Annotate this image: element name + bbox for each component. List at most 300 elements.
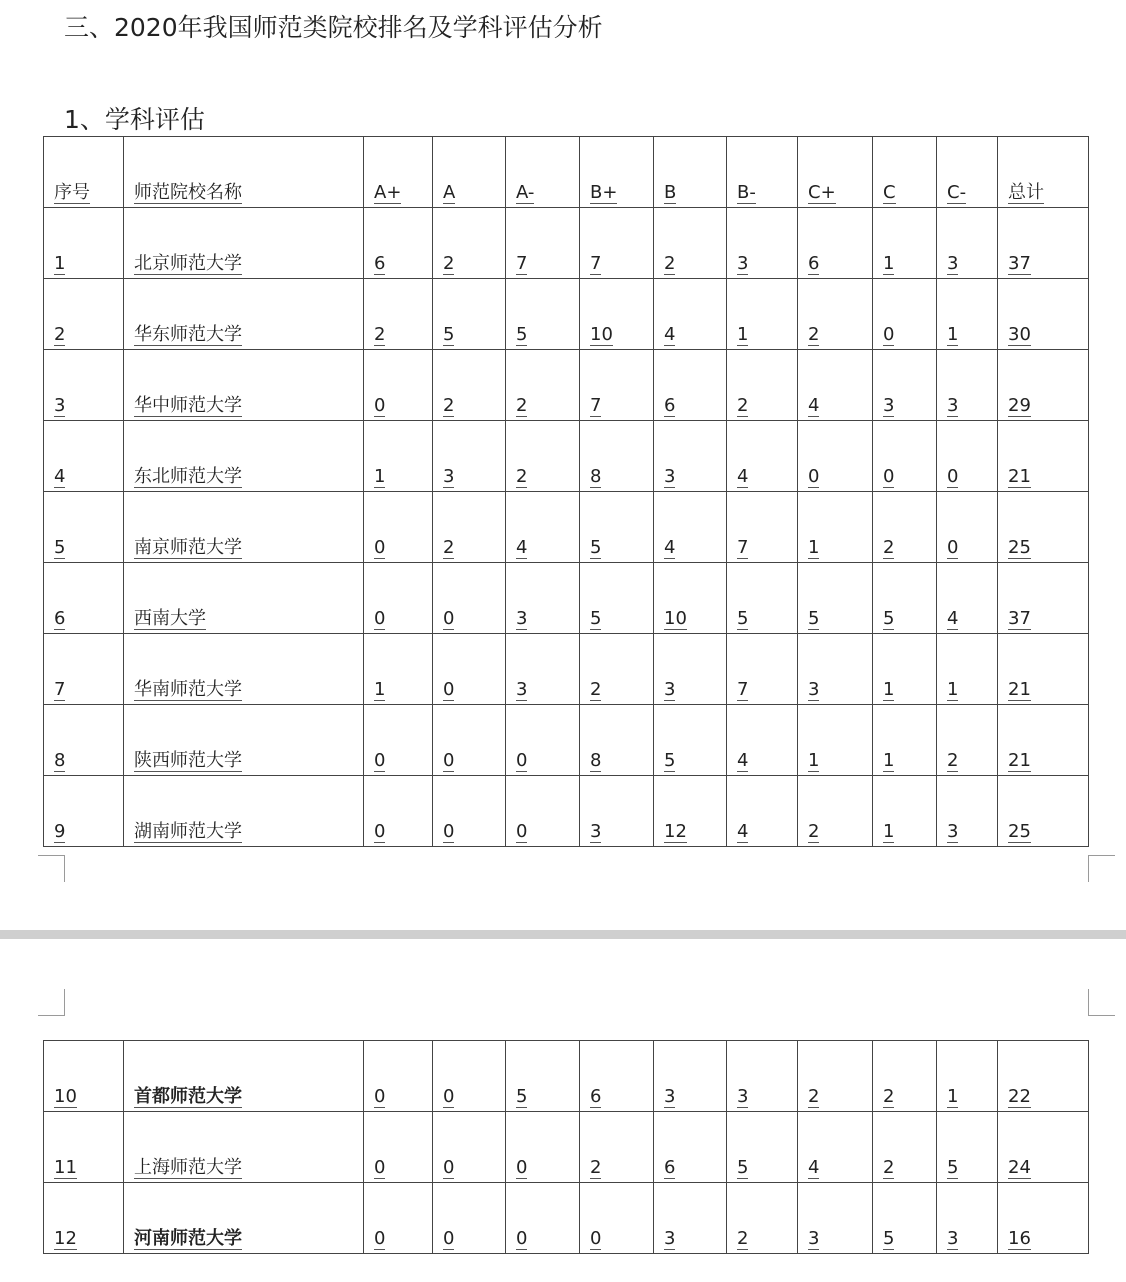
table-cell <box>580 1183 654 1254</box>
table-cell <box>433 1183 506 1254</box>
cell-text: 5 <box>737 608 749 629</box>
table-cell <box>873 1183 937 1254</box>
table-cell <box>433 421 506 492</box>
table-cell <box>873 1041 937 1112</box>
cell-text: 21 <box>1008 750 1031 771</box>
cell-text: 2 <box>590 1157 602 1178</box>
table-cell <box>506 705 580 776</box>
table-cell <box>873 279 937 350</box>
cell-text: 6 <box>808 253 820 274</box>
cell-text: 0 <box>516 1228 528 1249</box>
header-cell <box>998 137 1089 208</box>
cell-text: 8 <box>590 750 602 771</box>
table-cell <box>580 634 654 705</box>
cell-text: B- <box>737 182 756 203</box>
school-name-cell <box>124 208 364 279</box>
table-cell <box>580 705 654 776</box>
cell-text: 华东师范大学 <box>134 324 242 345</box>
table-cell <box>937 705 998 776</box>
cell-text: 0 <box>374 821 386 842</box>
cell-text: 5 <box>808 608 820 629</box>
table-cell <box>727 776 798 847</box>
table-cell <box>798 1041 873 1112</box>
cell-text: 2 <box>737 1228 749 1249</box>
table-cell <box>506 776 580 847</box>
cell-text: 10 <box>590 324 613 345</box>
table-row <box>44 776 1089 847</box>
evaluation-table-page-2 <box>43 1040 1089 1254</box>
cell-text: 0 <box>374 1157 386 1178</box>
table-cell <box>998 563 1089 634</box>
page-corner-mark <box>38 855 65 882</box>
cell-text: 6 <box>590 1086 602 1107</box>
cell-text: 0 <box>374 608 386 629</box>
cell-text: 1 <box>883 253 895 274</box>
table-cell <box>364 208 433 279</box>
table-row <box>44 634 1089 705</box>
table-cell <box>998 421 1089 492</box>
table-cell <box>998 634 1089 705</box>
cell-text: 2 <box>808 324 820 345</box>
header-cell <box>506 137 580 208</box>
school-name-cell <box>124 634 364 705</box>
cell-text: 5 <box>443 324 455 345</box>
cell-text: 7 <box>737 679 749 700</box>
cell-text: 2 <box>808 1086 820 1107</box>
table-cell <box>506 563 580 634</box>
cell-text: 3 <box>443 466 455 487</box>
table-cell <box>364 421 433 492</box>
cell-text: 1 <box>54 253 66 274</box>
table-cell <box>654 492 727 563</box>
table-cell <box>654 705 727 776</box>
table-cell <box>364 705 433 776</box>
cell-text: 6 <box>664 1157 676 1178</box>
table-cell <box>727 421 798 492</box>
cell-text: 2 <box>374 324 386 345</box>
cell-text: 22 <box>1008 1086 1031 1107</box>
table-cell <box>44 350 124 421</box>
cell-text: 0 <box>883 324 895 345</box>
cell-text: 1 <box>947 324 959 345</box>
cell-text: C+ <box>808 182 836 203</box>
table-cell <box>44 1183 124 1254</box>
table-cell <box>873 776 937 847</box>
cell-text: 0 <box>374 395 386 416</box>
cell-text: 3 <box>883 395 895 416</box>
table-cell <box>937 421 998 492</box>
table-cell <box>580 350 654 421</box>
cell-text: 0 <box>374 1228 386 1249</box>
table-cell <box>798 1183 873 1254</box>
cell-text: 21 <box>1008 466 1031 487</box>
cell-text: 3 <box>54 395 66 416</box>
table-cell <box>506 634 580 705</box>
school-name-cell <box>124 350 364 421</box>
table-cell <box>998 208 1089 279</box>
cell-text: 1 <box>883 679 895 700</box>
cell-text: 2 <box>516 466 528 487</box>
table-header-row <box>44 137 1089 208</box>
cell-text: 3 <box>947 821 959 842</box>
cell-text: 4 <box>808 395 820 416</box>
cell-text: 37 <box>1008 253 1031 274</box>
header-cell <box>124 137 364 208</box>
header-cell <box>727 137 798 208</box>
table-cell <box>44 421 124 492</box>
table-cell <box>998 1041 1089 1112</box>
table-cell <box>937 279 998 350</box>
table-cell <box>654 776 727 847</box>
evaluation-table-page-1 <box>43 136 1089 847</box>
table-cell <box>798 492 873 563</box>
table-cell <box>433 776 506 847</box>
table-cell <box>873 492 937 563</box>
table-cell <box>998 279 1089 350</box>
page-corner-mark <box>1088 989 1115 1016</box>
cell-text: 3 <box>947 395 959 416</box>
cell-text: 0 <box>947 537 959 558</box>
table-cell <box>937 776 998 847</box>
table-cell <box>580 776 654 847</box>
table-cell <box>506 1041 580 1112</box>
table-cell <box>727 705 798 776</box>
cell-text: 首都师范大学 <box>134 1086 242 1107</box>
school-name-cell <box>124 563 364 634</box>
table-cell <box>44 492 124 563</box>
cell-text: 5 <box>54 537 66 558</box>
table-row <box>44 563 1089 634</box>
cell-text: 1 <box>947 1086 959 1107</box>
cell-text: 1 <box>883 750 895 771</box>
cell-text: 0 <box>516 1157 528 1178</box>
school-name-cell <box>124 421 364 492</box>
cell-text: 4 <box>947 608 959 629</box>
header-cell <box>44 137 124 208</box>
cell-text: 3 <box>664 1228 676 1249</box>
cell-text: 0 <box>443 821 455 842</box>
table-cell <box>580 208 654 279</box>
school-name-cell <box>124 1183 364 1254</box>
cell-text: 华南师范大学 <box>134 679 242 700</box>
cell-text: 10 <box>664 608 687 629</box>
table-cell <box>998 492 1089 563</box>
header-cell <box>364 137 433 208</box>
cell-text: 2 <box>737 395 749 416</box>
table-cell <box>506 208 580 279</box>
header-cell <box>798 137 873 208</box>
cell-text: 16 <box>1008 1228 1031 1249</box>
table-row <box>44 492 1089 563</box>
cell-text: 7 <box>54 679 66 700</box>
table-cell <box>654 279 727 350</box>
table-cell <box>654 563 727 634</box>
table-cell <box>798 776 873 847</box>
cell-text: 3 <box>947 253 959 274</box>
cell-text: 6 <box>54 608 66 629</box>
section-heading: 1、学科评估 <box>64 105 205 134</box>
cell-text: 0 <box>947 466 959 487</box>
header-cell <box>937 137 998 208</box>
table-cell <box>727 1183 798 1254</box>
cell-text: 4 <box>808 1157 820 1178</box>
table-cell <box>580 563 654 634</box>
table-cell <box>937 1183 998 1254</box>
cell-text: 3 <box>664 1086 676 1107</box>
cell-text: 0 <box>443 750 455 771</box>
table-row <box>44 421 1089 492</box>
cell-text: 37 <box>1008 608 1031 629</box>
table-cell <box>364 1041 433 1112</box>
table-row <box>44 1112 1089 1183</box>
cell-text: 4 <box>664 537 676 558</box>
table-cell <box>580 421 654 492</box>
table-cell <box>798 563 873 634</box>
cell-text: 0 <box>443 1157 455 1178</box>
cell-text: 2 <box>947 750 959 771</box>
cell-text: 华中师范大学 <box>134 395 242 416</box>
cell-text: 2 <box>443 537 455 558</box>
cell-text: 0 <box>374 750 386 771</box>
table-cell <box>506 279 580 350</box>
cell-text: 0 <box>516 821 528 842</box>
table-cell <box>873 634 937 705</box>
cell-text: 0 <box>443 1228 455 1249</box>
table-cell <box>727 1112 798 1183</box>
cell-text: 序号 <box>54 182 90 203</box>
table-cell <box>506 350 580 421</box>
table-cell <box>798 1112 873 1183</box>
table-cell <box>364 279 433 350</box>
table-cell <box>873 350 937 421</box>
cell-text: 5 <box>590 608 602 629</box>
cell-text: 0 <box>516 750 528 771</box>
table-cell <box>873 208 937 279</box>
table-cell <box>364 350 433 421</box>
cell-text: 3 <box>808 679 820 700</box>
table-cell <box>727 350 798 421</box>
table-cell <box>44 705 124 776</box>
table-cell <box>506 421 580 492</box>
table-cell <box>580 1112 654 1183</box>
cell-text: 3 <box>737 1086 749 1107</box>
table-cell <box>433 208 506 279</box>
cell-text: 湖南师范大学 <box>134 821 242 842</box>
cell-text: 6 <box>374 253 386 274</box>
table-cell <box>654 634 727 705</box>
cell-text: A+ <box>374 182 402 203</box>
cell-text: 1 <box>808 537 820 558</box>
table-cell <box>44 563 124 634</box>
cell-text: 5 <box>590 537 602 558</box>
table-cell <box>506 492 580 563</box>
table-row <box>44 208 1089 279</box>
cell-text: 1 <box>883 821 895 842</box>
cell-text: 5 <box>737 1157 749 1178</box>
cell-text: 11 <box>54 1157 77 1178</box>
cell-text: 1 <box>374 679 386 700</box>
cell-text: 7 <box>590 253 602 274</box>
cell-text: 2 <box>883 537 895 558</box>
table-cell <box>44 208 124 279</box>
table-cell <box>998 350 1089 421</box>
cell-text: 0 <box>883 466 895 487</box>
table-row <box>44 350 1089 421</box>
cell-text: 3 <box>516 679 528 700</box>
cell-text: 2 <box>883 1086 895 1107</box>
table-cell <box>364 492 433 563</box>
cell-text: 3 <box>516 608 528 629</box>
cell-text: 4 <box>664 324 676 345</box>
table-cell <box>433 1112 506 1183</box>
cell-text: A- <box>516 182 535 203</box>
cell-text: 4 <box>737 750 749 771</box>
table-cell <box>727 634 798 705</box>
cell-text: 2 <box>516 395 528 416</box>
header-cell <box>580 137 654 208</box>
table-cell <box>433 350 506 421</box>
table-cell <box>364 1112 433 1183</box>
cell-text: 总计 <box>1008 182 1044 203</box>
page-heading: 三、2020年我国师范类院校排名及学科评估分析 <box>64 13 603 42</box>
table-cell <box>44 776 124 847</box>
table-cell <box>998 705 1089 776</box>
table-cell <box>654 1112 727 1183</box>
table-cell <box>937 634 998 705</box>
cell-text: 4 <box>737 466 749 487</box>
table-cell <box>506 1112 580 1183</box>
cell-text: 5 <box>664 750 676 771</box>
table-cell <box>433 492 506 563</box>
table-cell <box>727 279 798 350</box>
cell-text: 上海师范大学 <box>134 1157 242 1178</box>
table-cell <box>654 1183 727 1254</box>
cell-text: A <box>443 182 456 203</box>
cell-text: 5 <box>947 1157 959 1178</box>
table-cell <box>364 634 433 705</box>
table-cell <box>654 421 727 492</box>
table-cell <box>873 1112 937 1183</box>
cell-text: 河南师范大学 <box>134 1228 242 1249</box>
table-cell <box>44 634 124 705</box>
table-cell <box>873 421 937 492</box>
table-row <box>44 1183 1089 1254</box>
table-cell <box>937 1041 998 1112</box>
table-cell <box>506 1183 580 1254</box>
header-cell <box>433 137 506 208</box>
table-row <box>44 1041 1089 1112</box>
table-cell <box>727 208 798 279</box>
cell-text: 2 <box>443 253 455 274</box>
table-cell <box>433 563 506 634</box>
cell-text: 0 <box>443 1086 455 1107</box>
cell-text: 25 <box>1008 537 1031 558</box>
cell-text: 29 <box>1008 395 1031 416</box>
table-cell <box>654 1041 727 1112</box>
cell-text: 24 <box>1008 1157 1031 1178</box>
table-cell <box>44 1041 124 1112</box>
cell-text: C- <box>947 182 967 203</box>
cell-text: 3 <box>664 679 676 700</box>
table-cell <box>798 705 873 776</box>
table-cell <box>798 350 873 421</box>
table-cell <box>873 563 937 634</box>
cell-text: 北京师范大学 <box>134 253 242 274</box>
cell-text: 1 <box>808 750 820 771</box>
cell-text: 0 <box>374 537 386 558</box>
cell-text: 3 <box>590 821 602 842</box>
table-cell <box>798 421 873 492</box>
cell-text: 5 <box>516 324 528 345</box>
table-cell <box>937 492 998 563</box>
table-cell <box>364 1183 433 1254</box>
cell-text: 21 <box>1008 679 1031 700</box>
table-cell <box>364 776 433 847</box>
school-name-cell <box>124 1112 364 1183</box>
cell-text: 1 <box>374 466 386 487</box>
cell-text: 7 <box>516 253 528 274</box>
table-cell <box>580 1041 654 1112</box>
cell-text: 3 <box>737 253 749 274</box>
page-break <box>0 930 1126 939</box>
cell-text: 6 <box>664 395 676 416</box>
page-corner-mark <box>38 989 65 1016</box>
school-name-cell <box>124 1041 364 1112</box>
table-cell <box>798 208 873 279</box>
table-row <box>44 705 1089 776</box>
cell-text: 7 <box>590 395 602 416</box>
table-cell <box>580 279 654 350</box>
table-cell <box>580 492 654 563</box>
table-row <box>44 279 1089 350</box>
cell-text: 5 <box>883 1228 895 1249</box>
cell-text: 0 <box>590 1228 602 1249</box>
cell-text: B <box>664 182 677 203</box>
cell-text: 师范院校名称 <box>134 182 242 203</box>
table-cell <box>433 634 506 705</box>
table-cell <box>937 350 998 421</box>
table-cell <box>873 705 937 776</box>
cell-text: 10 <box>54 1086 77 1107</box>
cell-text: 7 <box>737 537 749 558</box>
table-cell <box>998 1112 1089 1183</box>
cell-text: 0 <box>374 1086 386 1107</box>
cell-text: 1 <box>737 324 749 345</box>
table-cell <box>937 208 998 279</box>
table-cell <box>937 1112 998 1183</box>
cell-text: 9 <box>54 821 66 842</box>
table-cell <box>364 563 433 634</box>
cell-text: 南京师范大学 <box>134 537 242 558</box>
header-cell <box>654 137 727 208</box>
cell-text: 4 <box>516 537 528 558</box>
cell-text: C <box>883 182 896 203</box>
cell-text: 12 <box>54 1228 77 1249</box>
cell-text: 25 <box>1008 821 1031 842</box>
cell-text: 3 <box>947 1228 959 1249</box>
cell-text: 4 <box>737 821 749 842</box>
cell-text: 4 <box>54 466 66 487</box>
table-cell <box>998 776 1089 847</box>
header-cell <box>873 137 937 208</box>
cell-text: 3 <box>664 466 676 487</box>
cell-text: 2 <box>883 1157 895 1178</box>
cell-text: 8 <box>590 466 602 487</box>
table-cell <box>998 1183 1089 1254</box>
cell-text: 陕西师范大学 <box>134 750 242 771</box>
table-cell <box>433 279 506 350</box>
table-cell <box>727 1041 798 1112</box>
